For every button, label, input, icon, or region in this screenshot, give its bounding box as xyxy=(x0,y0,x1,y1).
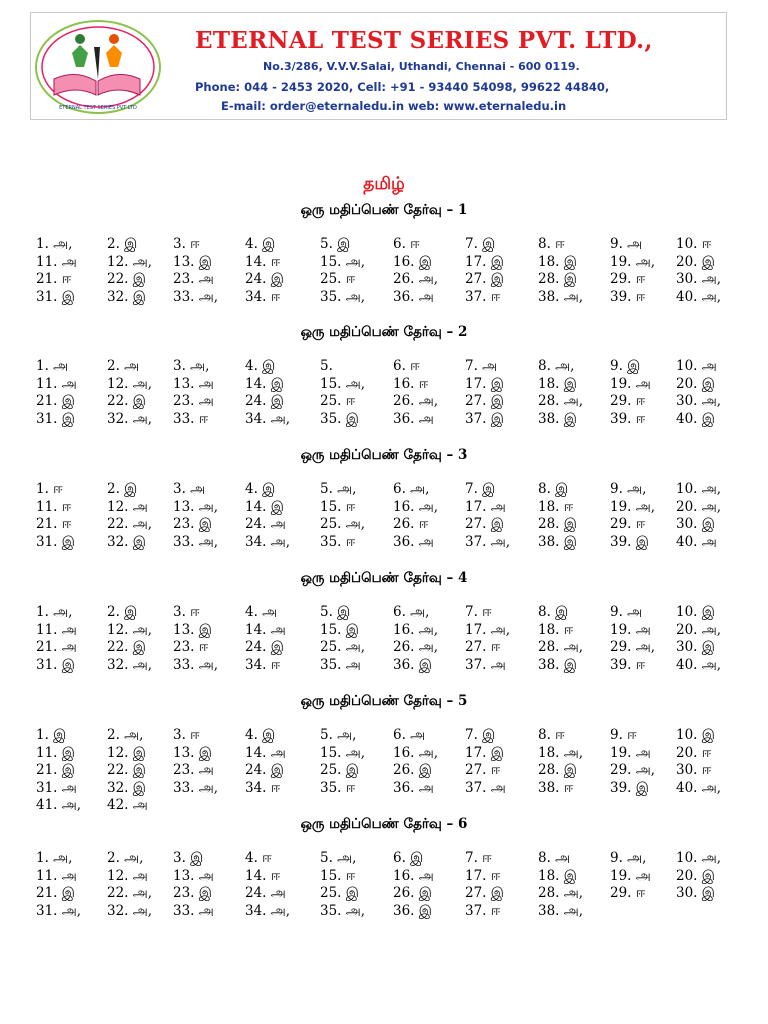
answer-item: 27. இ xyxy=(465,271,504,287)
answer-item: 30. இ xyxy=(676,516,715,532)
answer-item: 11. ஈ xyxy=(36,498,72,515)
answer-item: 11. இ xyxy=(36,744,75,761)
answer-item: 14. ஈ xyxy=(245,253,281,270)
answer-item: 38. இ xyxy=(538,533,577,550)
answer-item: 13. இ xyxy=(173,253,212,270)
answer-item: 6. அ xyxy=(393,727,426,743)
answer-item: 40. இ xyxy=(676,410,715,427)
answer-item: 10. அ xyxy=(676,358,717,374)
answer-item: 15. அ, xyxy=(320,375,366,392)
answer-item: 15. அ, xyxy=(320,253,366,270)
answer-item: 24. அ xyxy=(245,885,286,901)
answer-item: 1. அ, xyxy=(36,236,73,252)
answer-item: 25. இ xyxy=(320,885,359,901)
answer-item: 9. அ xyxy=(610,604,643,620)
answer-item: 17. இ xyxy=(465,375,504,392)
answer-item: 23. அ xyxy=(173,762,214,778)
answer-item: 1. அ, xyxy=(36,604,73,620)
answer-item: 19. அ xyxy=(610,375,651,392)
answer-item: 28. இ xyxy=(538,516,577,532)
answer-item: 20. அ, xyxy=(676,498,722,515)
answer-item: 27. ஈ xyxy=(465,762,501,778)
answer-item: 17. அ, xyxy=(465,621,511,638)
answer-item: 33. ஈ xyxy=(173,410,209,427)
answer-item: 39. ஈ xyxy=(610,410,646,427)
answer-item: 10. அ, xyxy=(676,481,722,497)
answer-item: 23. ஈ xyxy=(173,639,209,655)
answer-item: 36. அ xyxy=(393,410,434,427)
answer-item: 3. அ, xyxy=(173,358,210,374)
answer-item: 28. இ xyxy=(538,271,577,287)
answer-item: 27. இ xyxy=(465,393,504,409)
answer-item: 20. ஈ xyxy=(676,744,712,761)
answer-item: 32. இ xyxy=(107,288,146,305)
answer-item: 29. ஈ xyxy=(610,271,646,287)
answer-item: 34. ஈ xyxy=(245,656,281,673)
answer-item: 20. அ, xyxy=(676,621,722,638)
answer-item: 29. அ, xyxy=(610,639,656,655)
answer-item: 24. இ xyxy=(245,271,284,287)
answer-item: 18. அ, xyxy=(538,744,584,761)
answer-item: 13. அ, xyxy=(173,498,219,515)
answer-item: 5. அ, xyxy=(320,481,357,497)
answer-item: 32. இ xyxy=(107,533,146,550)
answer-item: 21. இ xyxy=(36,393,75,409)
answer-item: 34. அ, xyxy=(245,410,291,427)
answer-item: 22. இ xyxy=(107,393,146,409)
answer-item: 41. அ, xyxy=(36,797,82,813)
answer-item: 16. ஈ xyxy=(393,375,429,392)
answer-item: 26. அ, xyxy=(393,393,439,409)
answer-item: 21. இ xyxy=(36,885,75,901)
answer-item: 32. இ xyxy=(107,779,146,796)
answer-item: 27. இ xyxy=(465,885,504,901)
answer-item: 10. இ xyxy=(676,604,715,620)
answer-item: 6. ஈ xyxy=(393,358,420,374)
answer-item: 17. அ xyxy=(465,498,506,515)
answer-item: 25. அ, xyxy=(320,639,366,655)
answer-item: 40. அ xyxy=(676,533,717,550)
answer-item: 11. அ xyxy=(36,867,77,884)
answer-item: 19. அ xyxy=(610,744,651,761)
answer-item: 9. அ xyxy=(610,236,643,252)
answer-item: 37. அ, xyxy=(465,533,511,550)
answer-item: 26. இ xyxy=(393,885,432,901)
subject-title: தமிழ் xyxy=(363,174,405,194)
answer-item: 20. இ xyxy=(676,867,715,884)
answer-item: 25. ஈ xyxy=(320,393,356,409)
answer-item: 28. இ xyxy=(538,762,577,778)
answer-item: 36. அ xyxy=(393,779,434,796)
answer-item: 39. இ xyxy=(610,533,649,550)
answer-item: 2. இ xyxy=(107,604,138,620)
answer-item: 37. அ xyxy=(465,656,506,673)
answer-item: 6. அ, xyxy=(393,481,430,497)
answer-item: 4. இ xyxy=(245,481,276,497)
letterhead xyxy=(30,12,727,120)
answer-item: 24. இ xyxy=(245,393,284,409)
answer-item: 38. அ, xyxy=(538,902,584,919)
answer-item: 30. அ, xyxy=(676,393,722,409)
answer-item: 23. அ xyxy=(173,271,214,287)
answer-item: 25. அ, xyxy=(320,516,366,532)
answer-item: 40. அ, xyxy=(676,779,722,796)
answer-item: 33. அ, xyxy=(173,656,219,673)
answer-item: 18. இ xyxy=(538,867,577,884)
answer-item: 12. அ xyxy=(107,867,148,884)
answer-item: 35. இ xyxy=(320,410,359,427)
answer-item: 8. இ xyxy=(538,481,569,497)
answer-item: 24. அ xyxy=(245,516,286,532)
answer-item: 4. இ xyxy=(245,358,276,374)
answer-item: 3. அ xyxy=(173,481,206,497)
answer-item: 7. ஈ xyxy=(465,850,492,866)
answer-item: 10. ஈ xyxy=(676,236,712,252)
answer-item: 29. ஈ xyxy=(610,516,646,532)
answer-item: 12. அ, xyxy=(107,375,153,392)
answer-item: 15. ஈ xyxy=(320,498,356,515)
answer-item: 42. அ xyxy=(107,797,148,813)
answer-item: 2. அ, xyxy=(107,850,144,866)
answer-item: 30. இ xyxy=(676,885,715,901)
answer-item: 4. இ xyxy=(245,236,276,252)
answer-item: 18. ஈ xyxy=(538,621,574,638)
answer-item: 34. ஈ xyxy=(245,288,281,305)
answer-item: 1. அ, xyxy=(36,850,73,866)
answer-item: 30. ஈ xyxy=(676,762,712,778)
answer-item: 31. இ xyxy=(36,288,75,305)
company-name: ETERNAL TEST SERIES PVT. LTD., xyxy=(195,27,653,54)
answer-item: 35. ஈ xyxy=(320,779,356,796)
answer-item: 37. இ xyxy=(465,410,504,427)
answer-item: 32. அ, xyxy=(107,410,153,427)
answer-item: 34. அ, xyxy=(245,533,291,550)
answer-item: 8. இ xyxy=(538,604,569,620)
answer-item: 18. இ xyxy=(538,375,577,392)
answer-item: 9. ஈ xyxy=(610,727,637,743)
answer-item: 10. அ, xyxy=(676,850,722,866)
answer-item: 23. இ xyxy=(173,885,212,901)
svg-text:ETERNAL TEST SERIES PVT LTD: ETERNAL TEST SERIES PVT LTD xyxy=(59,105,137,111)
answer-item: 30. அ, xyxy=(676,271,722,287)
answer-item: 9. அ, xyxy=(610,481,647,497)
answer-item: 40. அ, xyxy=(676,656,722,673)
answer-item: 5. இ xyxy=(320,236,351,252)
answer-item: 2. அ, xyxy=(107,727,144,743)
answer-item: 19. அ, xyxy=(610,253,656,270)
answer-item: 20. இ xyxy=(676,253,715,270)
answer-item: 25. ஈ xyxy=(320,271,356,287)
answer-item: 25. இ xyxy=(320,762,359,778)
answer-item: 14. அ xyxy=(245,621,286,638)
answer-item: 15. ஈ xyxy=(320,867,356,884)
company-logo xyxy=(34,17,162,117)
answer-item: 4. ஈ xyxy=(245,850,272,866)
answer-item: 2. அ xyxy=(107,358,140,374)
answer-item: 37. அ xyxy=(465,779,506,796)
answer-item: 16. அ, xyxy=(393,498,439,515)
answer-item: 4. இ xyxy=(245,727,276,743)
answer-item: 35. ஈ xyxy=(320,533,356,550)
answer-item: 12. இ xyxy=(107,744,146,761)
test-title: ஒரு மதிப்பெண் தேர்வு – 3 xyxy=(300,447,468,463)
answer-item: 33. அ, xyxy=(173,779,219,796)
answer-item: 40. அ, xyxy=(676,288,722,305)
answer-item: 21. அ xyxy=(36,639,77,655)
answer-item: 27. ஈ xyxy=(465,639,501,655)
answer-item: 29. ஈ xyxy=(610,393,646,409)
answer-item: 31. இ xyxy=(36,533,75,550)
answer-item: 17. இ xyxy=(465,253,504,270)
answer-item: 28. அ, xyxy=(538,885,584,901)
answer-item: 36. இ xyxy=(393,902,432,919)
answer-item: 34. ஈ xyxy=(245,779,281,796)
answer-item: 8. ஈ xyxy=(538,727,565,743)
answer-item: 14. இ xyxy=(245,375,284,392)
answer-item: 21. ஈ xyxy=(36,271,72,287)
answer-item: 39. ஈ xyxy=(610,656,646,673)
answer-item: 34. அ, xyxy=(245,902,291,919)
answer-item: 26. அ, xyxy=(393,639,439,655)
answer-item: 12. அ, xyxy=(107,253,153,270)
answer-item: 19. அ, xyxy=(610,498,656,515)
answer-item: 39. இ xyxy=(610,779,649,796)
answer-item: 26. அ, xyxy=(393,271,439,287)
answer-item: 31. இ xyxy=(36,410,75,427)
answer-item: 7. இ xyxy=(465,236,496,252)
answer-item: 2. இ xyxy=(107,236,138,252)
test-title: ஒரு மதிப்பெண் தேர்வு – 6 xyxy=(300,816,468,832)
answer-item: 33. அ xyxy=(173,902,214,919)
answer-item: 27. இ xyxy=(465,516,504,532)
answer-item: 22. இ xyxy=(107,271,146,287)
answer-item: 13. இ xyxy=(173,744,212,761)
answer-item: 36. அ xyxy=(393,533,434,550)
answer-item: 5. இ xyxy=(320,604,351,620)
answer-item: 22. இ xyxy=(107,639,146,655)
test-title: ஒரு மதிப்பெண் தேர்வு – 4 xyxy=(300,570,468,586)
answer-item: 8. அ, xyxy=(538,358,575,374)
answer-item: 12. அ, xyxy=(107,621,153,638)
answer-item: 29. ஈ xyxy=(610,885,646,901)
answer-item: 29. அ, xyxy=(610,762,656,778)
answer-item: 37. ஈ xyxy=(465,902,501,919)
answer-item: 6. இ xyxy=(393,850,424,866)
answer-item: 5. அ, xyxy=(320,727,357,743)
answer-item: 12. அ xyxy=(107,498,148,515)
answer-item: 1. அ xyxy=(36,358,69,374)
answer-item: 13. அ xyxy=(173,375,214,392)
answer-item: 22. அ, xyxy=(107,885,153,901)
answer-item: 35. அ xyxy=(320,656,361,673)
answer-item: 39. ஈ xyxy=(610,288,646,305)
answer-item: 13. அ xyxy=(173,867,214,884)
answer-item: 33. அ, xyxy=(173,533,219,550)
test-title: ஒரு மதிப்பெண் தேர்வு – 1 xyxy=(300,202,468,218)
answer-item: 19. அ xyxy=(610,867,651,884)
answer-item: 38. ஈ xyxy=(538,779,574,796)
answer-item: 1. ஈ xyxy=(36,481,63,497)
answer-item: 33. அ, xyxy=(173,288,219,305)
answer-item: 16. அ xyxy=(393,867,434,884)
answer-item: 9. அ, xyxy=(610,850,647,866)
answer-item: 16. அ, xyxy=(393,621,439,638)
answer-item: 23. அ xyxy=(173,393,214,409)
answer-item: 37. ஈ xyxy=(465,288,501,305)
test-title: ஒரு மதிப்பெண் தேர்வு – 2 xyxy=(300,324,468,340)
test-title: ஒரு மதிப்பெண் தேர்வு – 5 xyxy=(300,693,468,709)
answer-item: 9. இ xyxy=(610,358,641,374)
answer-item: 15. இ xyxy=(320,621,359,638)
answer-item: 22. இ xyxy=(107,762,146,778)
answer-item: 36. இ xyxy=(393,656,432,673)
answer-item: 31. அ, xyxy=(36,902,82,919)
answer-item: 18. ஈ xyxy=(538,498,574,515)
answer-item: 8. ஈ xyxy=(538,236,565,252)
answer-item: 6. ஈ xyxy=(393,236,420,252)
answer-item: 36. அ xyxy=(393,288,434,305)
answer-item: 15. அ, xyxy=(320,744,366,761)
answer-item: 5. xyxy=(320,358,333,374)
answer-item: 14. ஈ xyxy=(245,867,281,884)
answer-item: 24. இ xyxy=(245,762,284,778)
answer-item: 10. இ xyxy=(676,727,715,743)
answer-item: 5. அ, xyxy=(320,850,357,866)
answer-item: 31. அ xyxy=(36,779,77,796)
answer-item: 17. இ xyxy=(465,744,504,761)
answer-item: 11. அ xyxy=(36,253,77,270)
answer-item: 28. அ, xyxy=(538,639,584,655)
answer-item: 32. அ, xyxy=(107,656,153,673)
answer-item: 7. இ xyxy=(465,727,496,743)
answer-item: 23. இ xyxy=(173,516,212,532)
answer-item: 3. ஈ xyxy=(173,604,200,620)
answer-item: 14. அ xyxy=(245,744,286,761)
answer-item: 19. அ xyxy=(610,621,651,638)
answer-item: 1. இ xyxy=(36,727,67,743)
answer-item: 28. அ, xyxy=(538,393,584,409)
answer-item: 14. இ xyxy=(245,498,284,515)
answer-item: 2. இ xyxy=(107,481,138,497)
answer-item: 7. அ xyxy=(465,358,498,374)
answer-item: 38. இ xyxy=(538,410,577,427)
answer-item: 31. இ xyxy=(36,656,75,673)
answer-item: 8. அ xyxy=(538,850,571,866)
answer-item: 32. அ, xyxy=(107,902,153,919)
answer-item: 7. இ xyxy=(465,481,496,497)
answer-item: 3. இ xyxy=(173,850,204,866)
answer-item: 13. இ xyxy=(173,621,212,638)
answer-item: 17. ஈ xyxy=(465,867,501,884)
company-address: No.3/286, V.V.V.Salai, Uthandi, Chennai - 600 0119. xyxy=(263,60,580,73)
answer-item: 24. இ xyxy=(245,639,284,655)
answer-item: 30. இ xyxy=(676,639,715,655)
answer-item: 11. அ xyxy=(36,621,77,638)
answer-item: 3. ஈ xyxy=(173,727,200,743)
answer-item: 22. அ, xyxy=(107,516,153,532)
answer-item: 38. இ xyxy=(538,656,577,673)
answer-item: 35. அ, xyxy=(320,288,366,305)
answer-item: 35. அ, xyxy=(320,902,366,919)
answer-item: 26. ஈ xyxy=(393,516,429,532)
answer-item: 26. இ xyxy=(393,762,432,778)
company-phone: Phone: 044 - 2453 2020, Cell: +91 - 93440 54098, 99622 44840, xyxy=(195,80,610,94)
answer-item: 38. அ, xyxy=(538,288,584,305)
answer-item: 16. இ xyxy=(393,253,432,270)
answer-item: 18. இ xyxy=(538,253,577,270)
answer-item: 6. அ, xyxy=(393,604,430,620)
answer-item: 3. ஈ xyxy=(173,236,200,252)
answer-item: 16. அ, xyxy=(393,744,439,761)
company-email: E-mail: order@eternaledu.in web: www.eternaledu.in xyxy=(221,99,567,113)
answer-item: 4. அ xyxy=(245,604,278,620)
answer-item: 21. இ xyxy=(36,762,75,778)
answer-item: 20. இ xyxy=(676,375,715,392)
answer-item: 11. அ xyxy=(36,375,77,392)
answer-item: 21. ஈ xyxy=(36,516,72,532)
answer-item: 7. ஈ xyxy=(465,604,492,620)
